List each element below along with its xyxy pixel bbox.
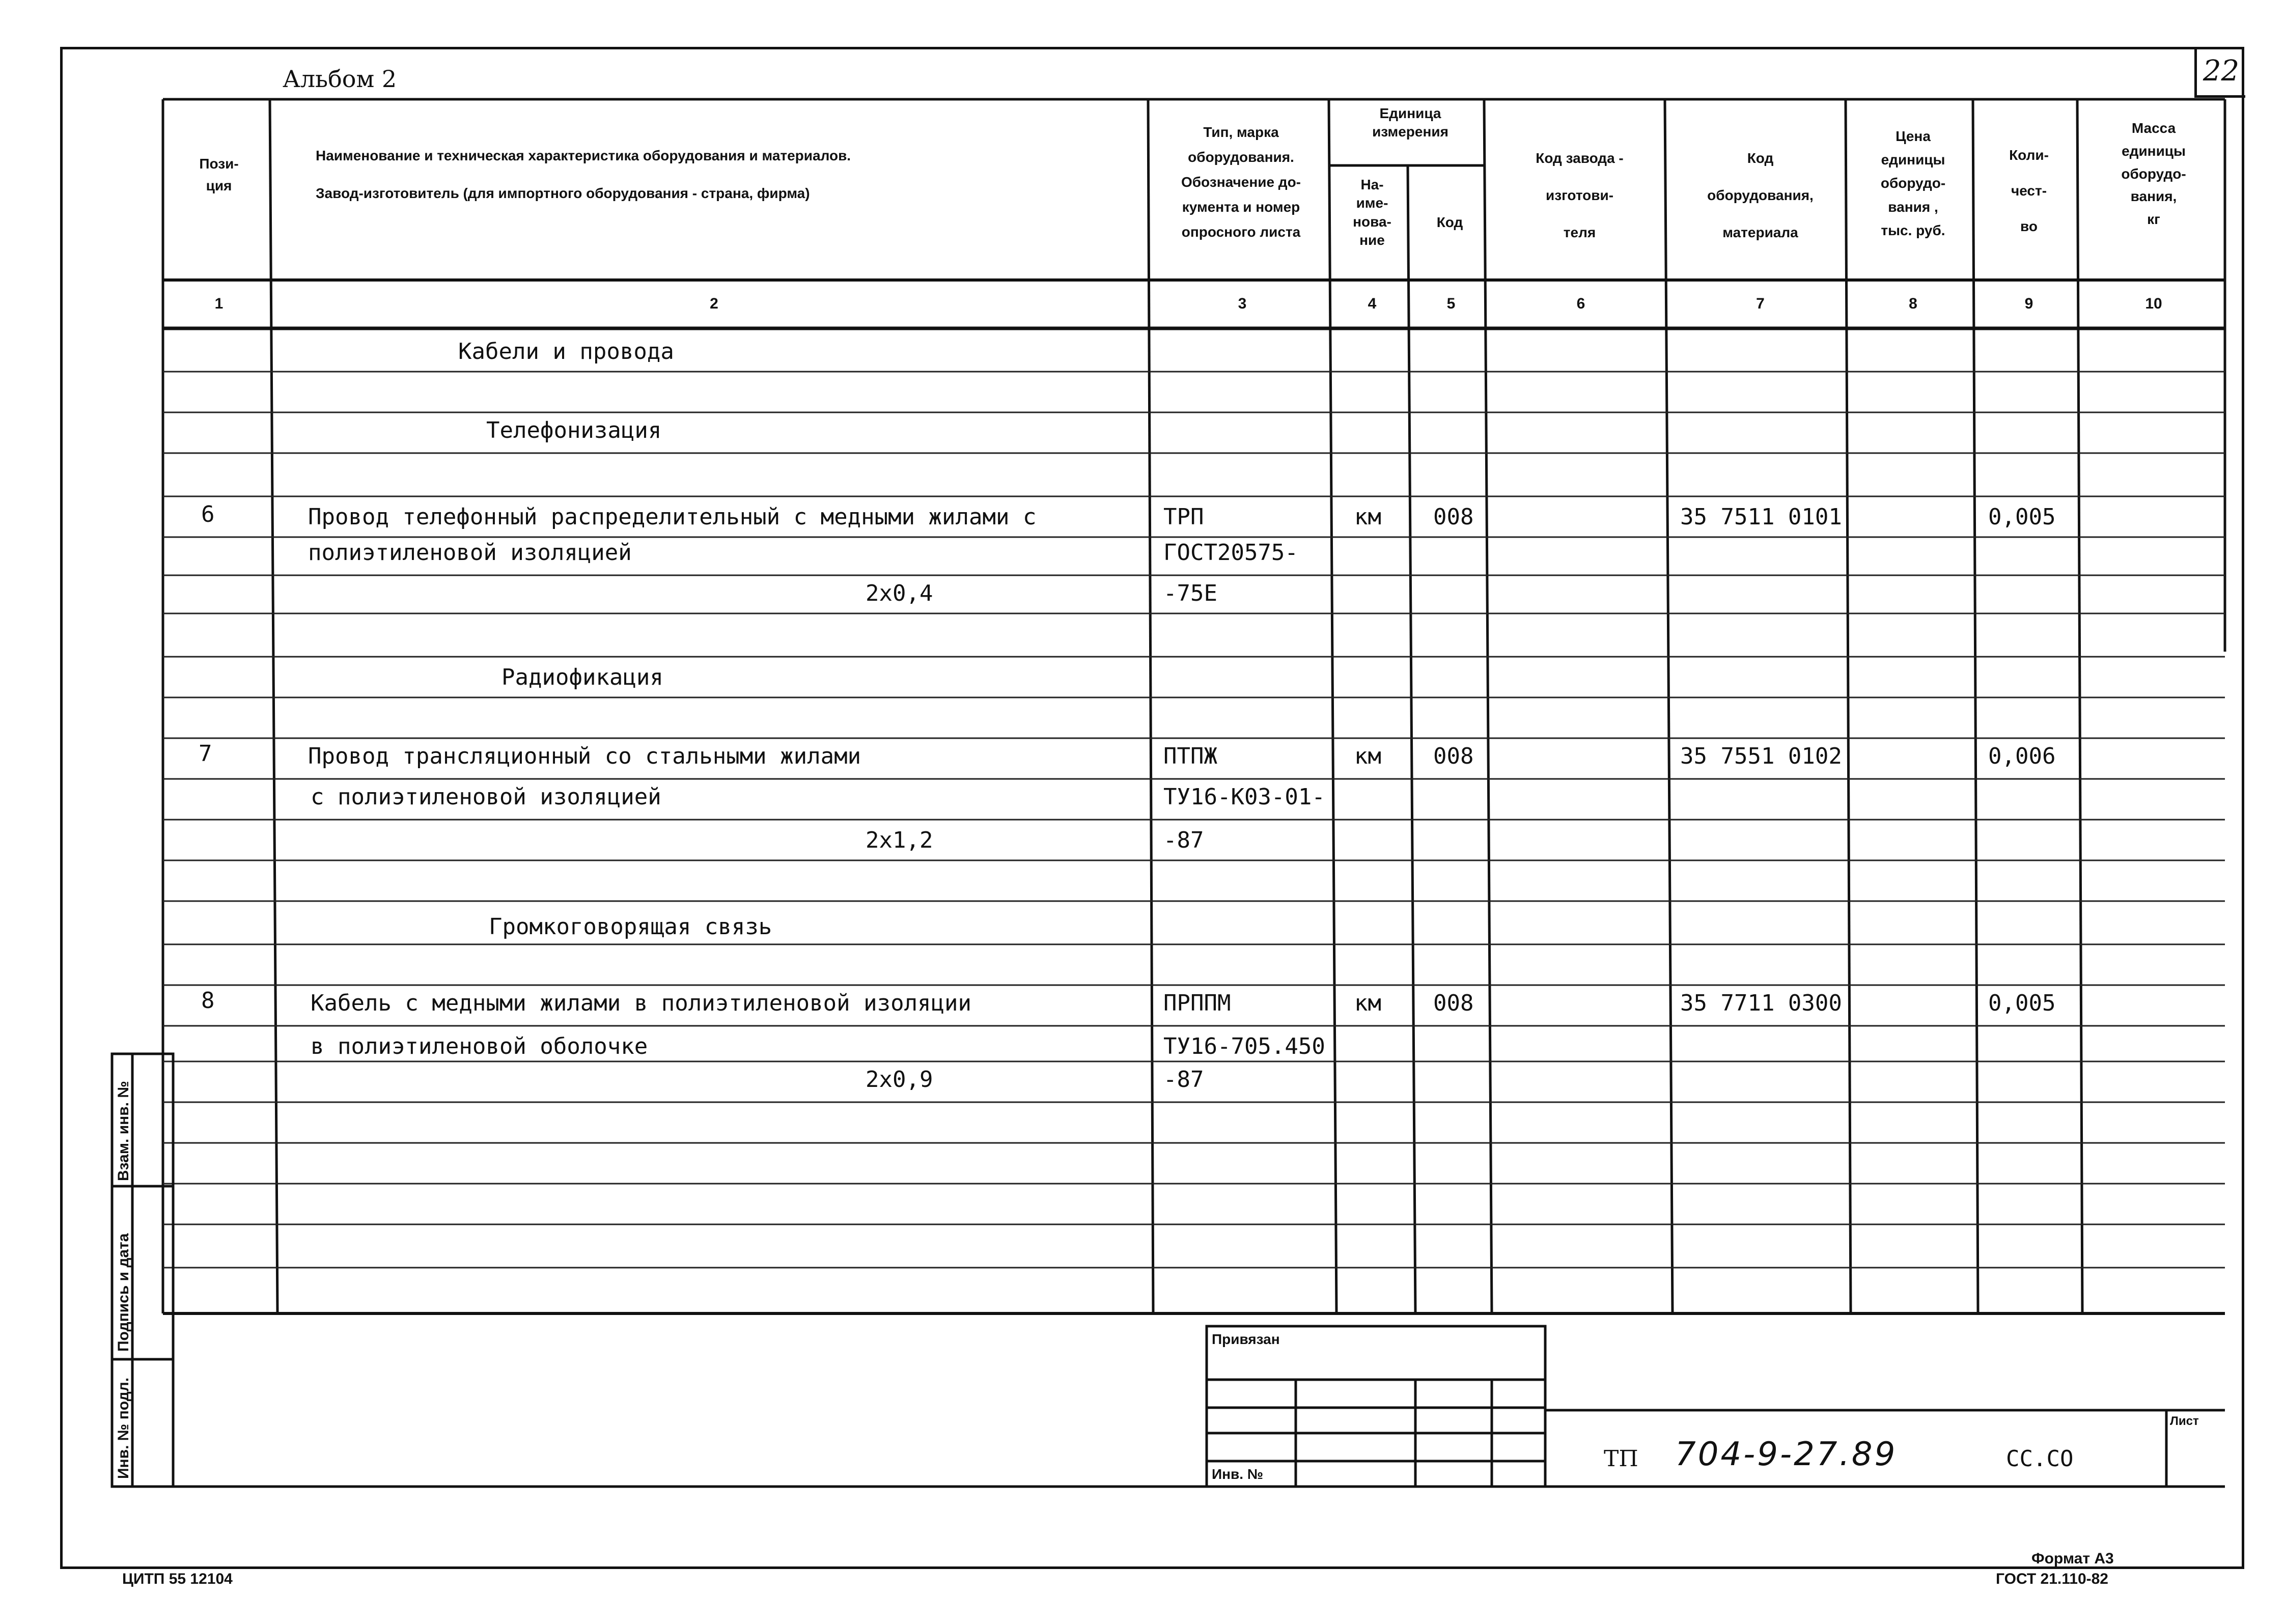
header-quantity: Коли- чест- во: [2009, 147, 2049, 234]
item-size: 2х0,9: [866, 1067, 933, 1093]
col-number-3: 3: [1238, 295, 1247, 312]
header-name: Наименование и техническая характеристика оборудования и материалов. Завод-изготовитель (для импортного оборудования - страна, фирма): [316, 148, 851, 201]
item-unit-code: 008: [1433, 743, 1474, 769]
stamp-doc-number: 704-9-27.89: [1675, 1436, 1898, 1473]
header-unit-group: Единица измерения: [1372, 105, 1448, 140]
footer-gost: ГОСТ 21.110-82: [1996, 1571, 2108, 1587]
item-type-cont: ТУ16-К03-01-: [1163, 784, 1325, 810]
header-manufacturer-code: Код завода - изготови- теля: [1536, 150, 1624, 240]
col-number-6: 6: [1576, 295, 1585, 312]
stamp-privyazan: Привязан: [1212, 1331, 1280, 1347]
item-equipment-code: 35 7511 0101: [1680, 504, 1842, 530]
header-equipment-code: Код оборудования, материала: [1707, 150, 1814, 240]
item-type-cont: -87: [1163, 827, 1204, 853]
footer-format: Формат А3: [2031, 1550, 2114, 1567]
col-number-5: 5: [1446, 295, 1456, 312]
stamp-tp: ТП: [1604, 1446, 1638, 1472]
side-label-signature-date: Подпись и дата: [115, 1233, 132, 1352]
item-unit-code: 008: [1433, 990, 1474, 1016]
item-unit: км: [1354, 504, 1381, 530]
item-unit: км: [1354, 743, 1381, 769]
col-number-1: 1: [214, 295, 224, 312]
item-unit-code: 008: [1433, 504, 1474, 530]
item-type-cont: ГОСТ20575-: [1163, 540, 1298, 566]
item-position: 6: [201, 501, 215, 527]
sheet-number: 22: [2194, 47, 2245, 98]
header-mass: Масса единицы оборудо- вания, кг: [2121, 120, 2186, 228]
item-name-cont: с полиэтиленовой изоляцией: [311, 784, 661, 810]
footer-left: ЦИТП 55 12104: [122, 1571, 233, 1587]
header-type: Тип, марка оборудования. Обозначение до- кумента и номер опросного листа: [1181, 124, 1301, 240]
item-type: ПРППМ: [1163, 990, 1231, 1016]
col-number-9: 9: [2024, 295, 2033, 312]
item-size: 2х0,4: [866, 580, 933, 606]
section-cables: Кабели и провода: [458, 339, 674, 365]
header-unit-name: На- име- нова- ние: [1353, 177, 1391, 248]
header-price: Цена единицы оборудо- вания , тыс. руб.: [1880, 128, 1946, 238]
item-type-cont: -87: [1163, 1067, 1204, 1093]
item-name: Провод трансляционный со стальными жилами: [308, 743, 861, 769]
item-equipment-code: 35 7551 0102: [1680, 743, 1842, 769]
col-number-4: 4: [1368, 295, 1377, 312]
item-name: Провод телефонный распределительный с медными жилами с: [308, 504, 1037, 530]
item-equipment-code: 35 7711 0300: [1680, 990, 1842, 1016]
header-unit-code: Код: [1436, 214, 1463, 230]
item-type-cont: -75Е: [1163, 580, 1217, 606]
item-quantity: 0,006: [1988, 743, 2056, 769]
side-label-vzam-inv: Взам. инв. №: [115, 1081, 132, 1181]
item-size: 2х1,2: [866, 827, 933, 853]
stamp-inv: Инв. №: [1212, 1466, 1264, 1482]
col-number-10: 10: [2145, 295, 2162, 312]
col-number-2: 2: [710, 295, 718, 312]
item-type-cont: ТУ16-705.450: [1163, 1033, 1325, 1059]
item-type: ТРП: [1163, 504, 1204, 530]
item-type: ПТПЖ: [1163, 743, 1217, 769]
stamp-list-label: Лист: [2170, 1414, 2199, 1428]
item-name-cont: в полиэтиленовой оболочке: [311, 1033, 648, 1059]
col-number-8: 8: [1909, 295, 1917, 312]
col-number-7: 7: [1756, 295, 1765, 312]
header-position: Пози- ция: [199, 156, 239, 194]
item-name: Кабель с медными жилами в полиэтиленовой изоляции: [311, 990, 972, 1016]
item-quantity: 0,005: [1988, 990, 2056, 1016]
stamp-doc-code: СС.СО: [2006, 1446, 2074, 1472]
item-position: 8: [201, 988, 215, 1014]
section-loudspeaker: Громкоговорящая связь: [489, 914, 772, 940]
item-name-cont: полиэтиленовой изоляцией: [308, 540, 632, 566]
item-unit: км: [1354, 990, 1381, 1016]
item-quantity: 0,005: [1988, 504, 2056, 530]
album-title: Альбом 2: [283, 65, 397, 93]
section-radio: Радиофикация: [501, 664, 663, 690]
item-position: 7: [199, 741, 212, 767]
section-telephony: Телефонизация: [486, 417, 662, 443]
side-label-inv-podl: Инв. № подл.: [115, 1377, 132, 1479]
